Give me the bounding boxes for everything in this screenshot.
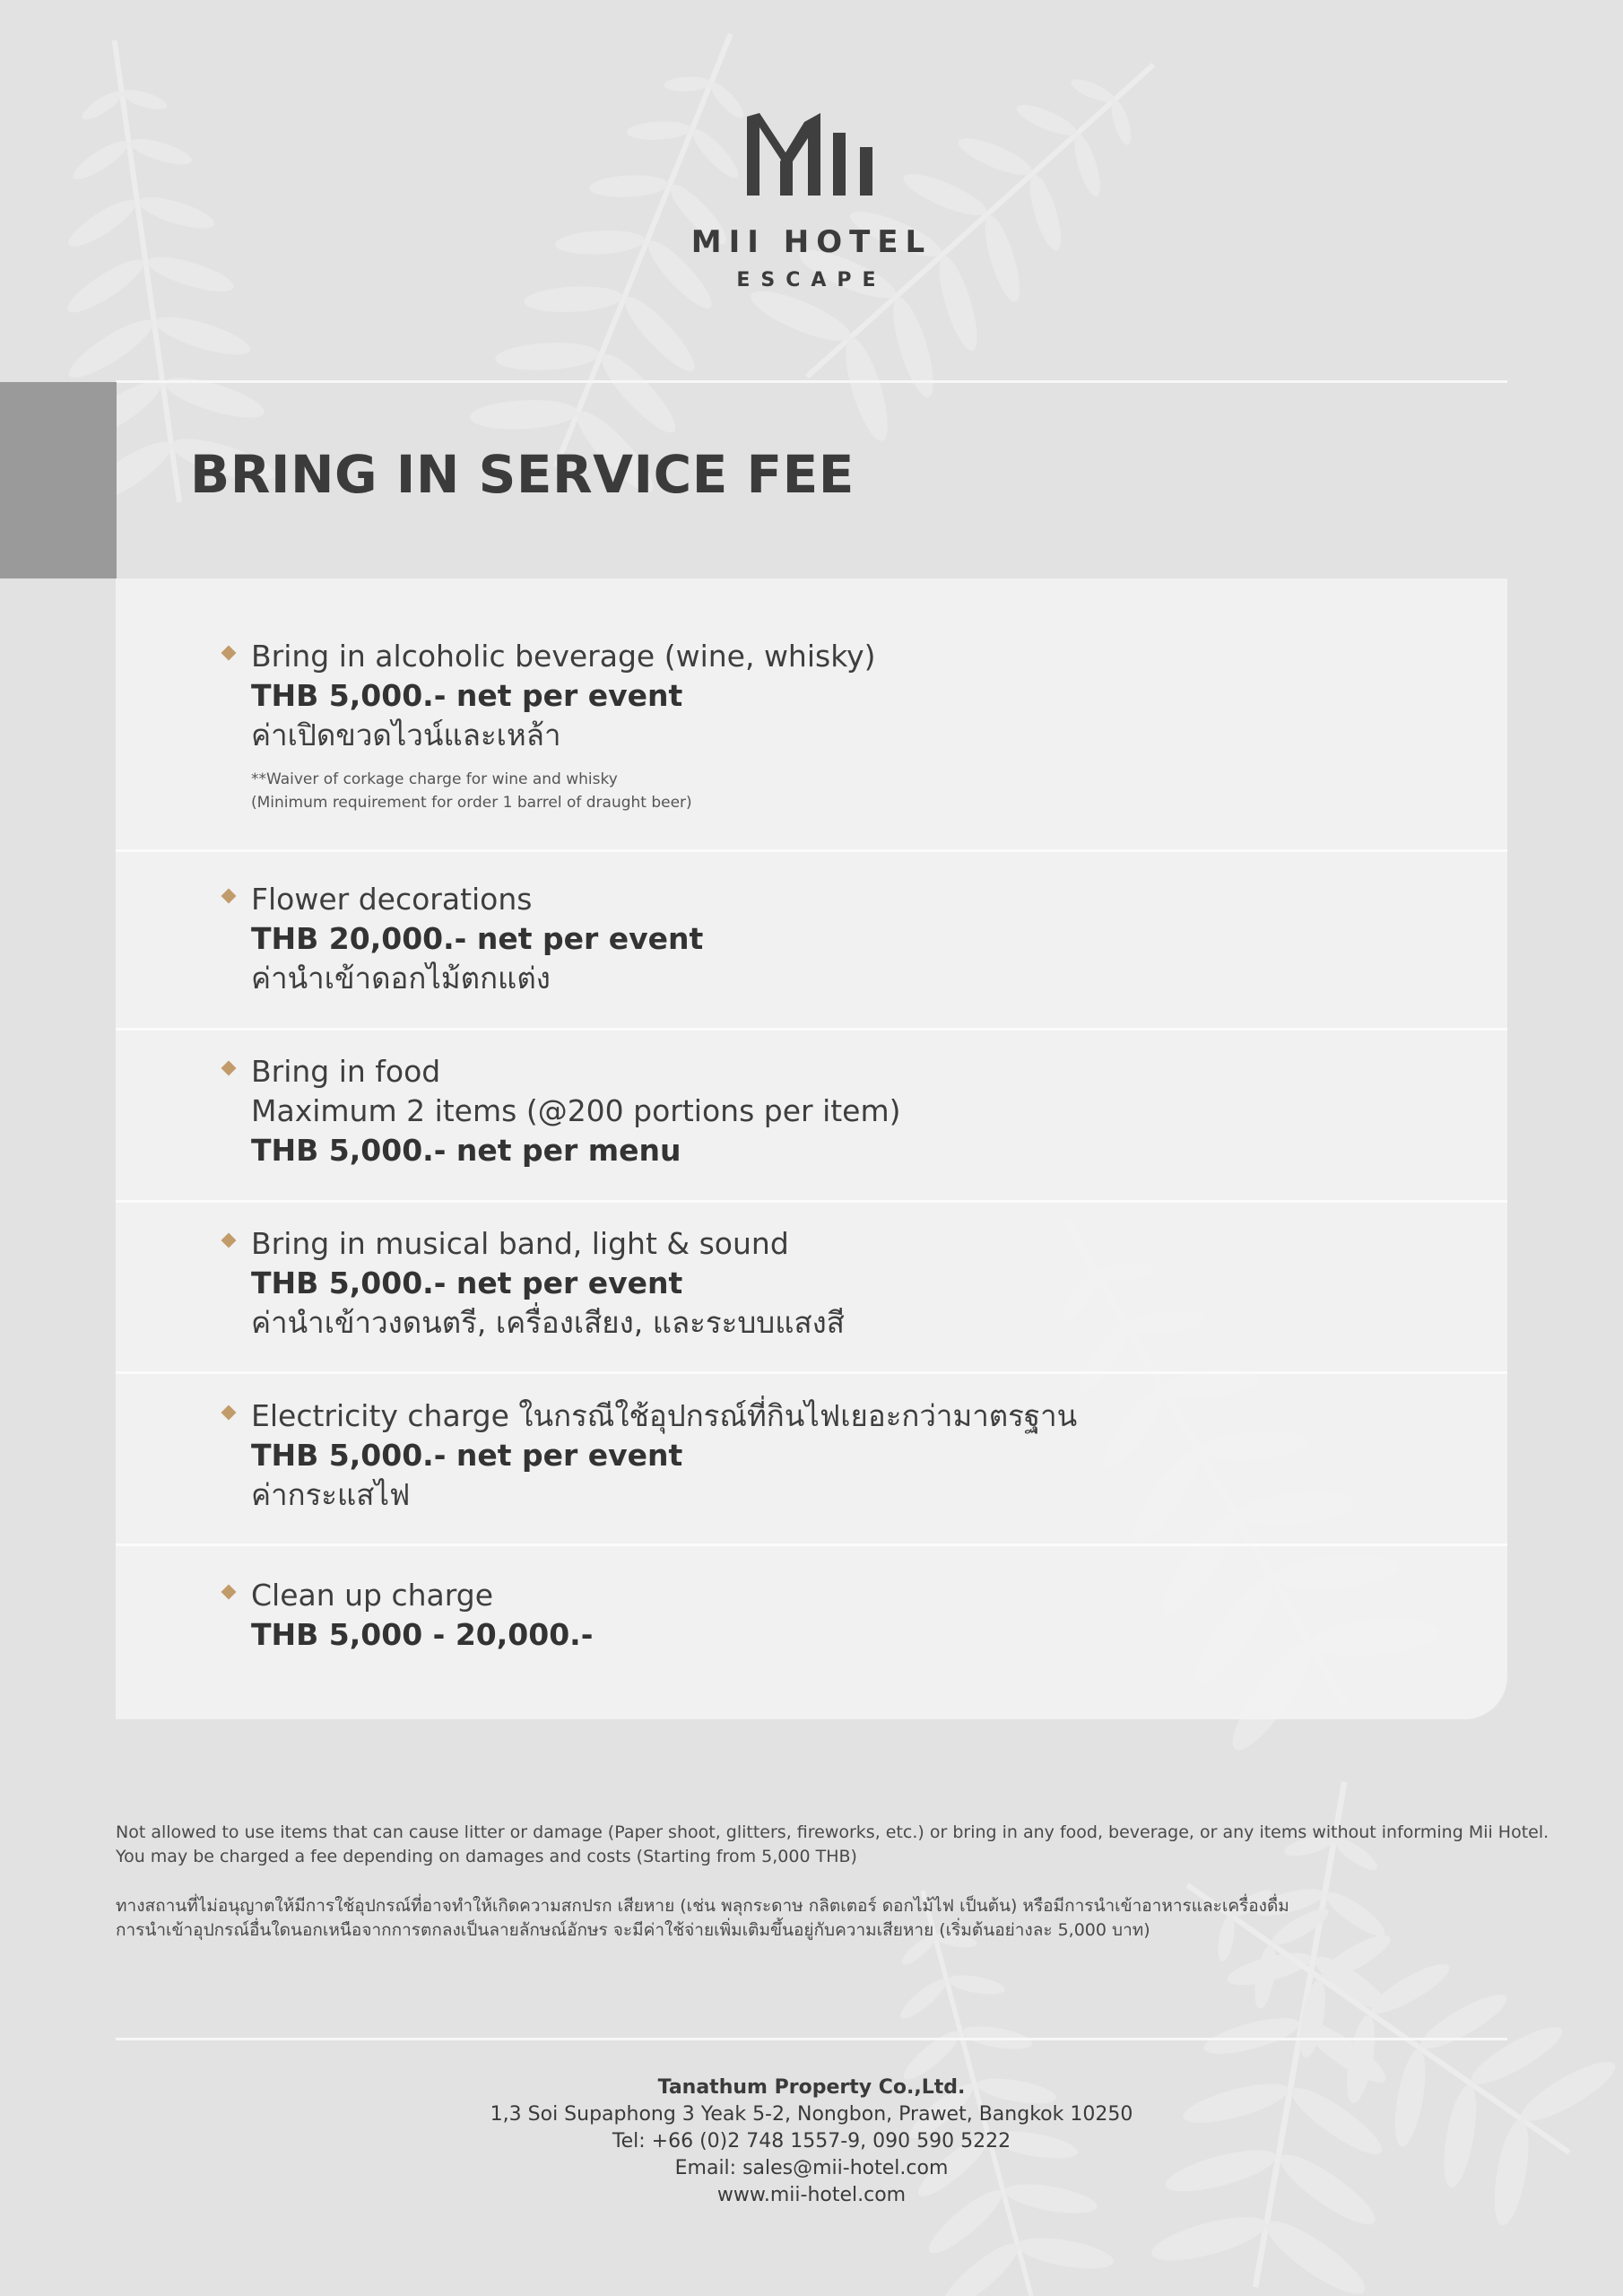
fee-item-price: THB 5,000.- net per event [251,1265,683,1300]
footer-contact [0,2074,1623,2209]
fee-item-title: Bring in alcoholic beverage (wine, whisky) [251,639,876,674]
disclaimer-english [116,1821,1549,1869]
fee-item-title: Flower decorations [251,882,533,917]
fee-item-title: Clean up charge [251,1578,494,1613]
disclaimer-thai [116,1894,1515,1943]
disclaimer-line: Not allowed to use items that can cause litter or damage (Paper shoot, glitters, fireworks, etc.) or bring in any food, beverage, or any items without informing Mii Hotel. [116,1822,1549,1842]
diamond-bullet-icon [221,889,237,904]
item-divider [116,1544,1507,1546]
fee-item-note: (Minimum requirement for order 1 barrel of draught beer) [251,794,692,812]
company-phone: Tel: +66 (0)2 748 1557-9, 090 590 5222 [612,2130,1011,2152]
fee-item-thai: ค่าเปิดขวดไวน์และเหล้า [251,718,561,752]
company-email: Email: sales@mii-hotel.com [674,2157,949,2179]
mii-logo-mark [740,106,883,204]
diamond-bullet-icon [221,1405,237,1421]
item-divider [116,1200,1507,1203]
hotel-logo [0,106,1623,291]
diamond-bullet-icon [221,1061,237,1076]
fee-item-thai: ค่ากระแสไฟ [251,1477,411,1512]
top-divider [116,380,1507,383]
fee-list-panel [116,578,1507,1719]
fee-item-price: THB 5,000 - 20,000.- [251,1617,594,1652]
company-address: 1,3 Soi Supaphong 3 Yeak 5-2, Nongbon, Prawet, Bangkok 10250 [490,2103,1133,2126]
item-divider [116,1028,1507,1031]
disclaimer-line: You may be charged a fee depending on damages and costs (Starting from 5,000 THB) [116,1847,857,1866]
company-name: Tanathum Property Co.,Ltd. [657,2076,966,2099]
fee-item-title: Bring in musical band, light & sound [251,1226,789,1261]
fee-item-note: **Waiver of corkage charge for wine and whisky [251,770,618,788]
fee-item-title: Electricity charge ในกรณีใช้อุปกรณ์ที่กินไฟเยอะกว่ามาตรฐาน [251,1398,1078,1433]
fee-item-price: THB 5,000.- net per menu [251,1133,681,1168]
fee-item-price: THB 5,000.- net per event [251,678,683,713]
page-title: BRING IN SERVICE FEE [190,444,855,505]
fee-item-price: THB 20,000.- net per event [251,921,704,956]
fee-item-thai: ค่านำเข้าดอกไม้ตกแต่ง [251,961,551,996]
item-divider [116,849,1507,852]
bottom-divider [116,2038,1507,2040]
fee-item-price: THB 5,000.- net per event [251,1438,683,1473]
diamond-bullet-icon [221,1585,237,1600]
diamond-bullet-icon [221,646,237,661]
disclaimer-line: การนำเข้าอุปกรณ์อื่นใดนอกเหนือจากการตกลงเป็นลายลักษณ์อักษร จะมีค่าใช้จ่ายเพิ่มเติมขึ้นอยู่กับความเสียหาย (เริ่มต้นอย่างละ 5,000 บาท) [116,1920,1150,1940]
fee-item-thai: ค่านำเข้าวงดนตรี, เครื่องเสียง, และระบบแสงสี [251,1305,845,1340]
brand-name: MII HOTEL [690,224,933,260]
title-accent-bar [0,382,117,578]
brand-tagline: ESCAPE [736,269,887,291]
fee-item-title: Bring in food [251,1054,441,1089]
company-website: www.mii-hotel.com [716,2184,907,2206]
diamond-bullet-icon [221,1233,237,1248]
disclaimer-line: ทางสถานที่ไม่อนุญาตให้มีการใช้อุปกรณ์ที่อาจทำให้เกิดความสกปรก เสียหาย (เช่น พลุกระดาษ กลิตเตอร์ ดอกไม้ไฟ เป็นต้น) หรือมีการนำเข้าอาหารและเครื่องดื่ม [116,1896,1289,1916]
item-divider [116,1371,1507,1374]
fee-item-detail: Maximum 2 items (@200 portions per item) [251,1093,901,1128]
